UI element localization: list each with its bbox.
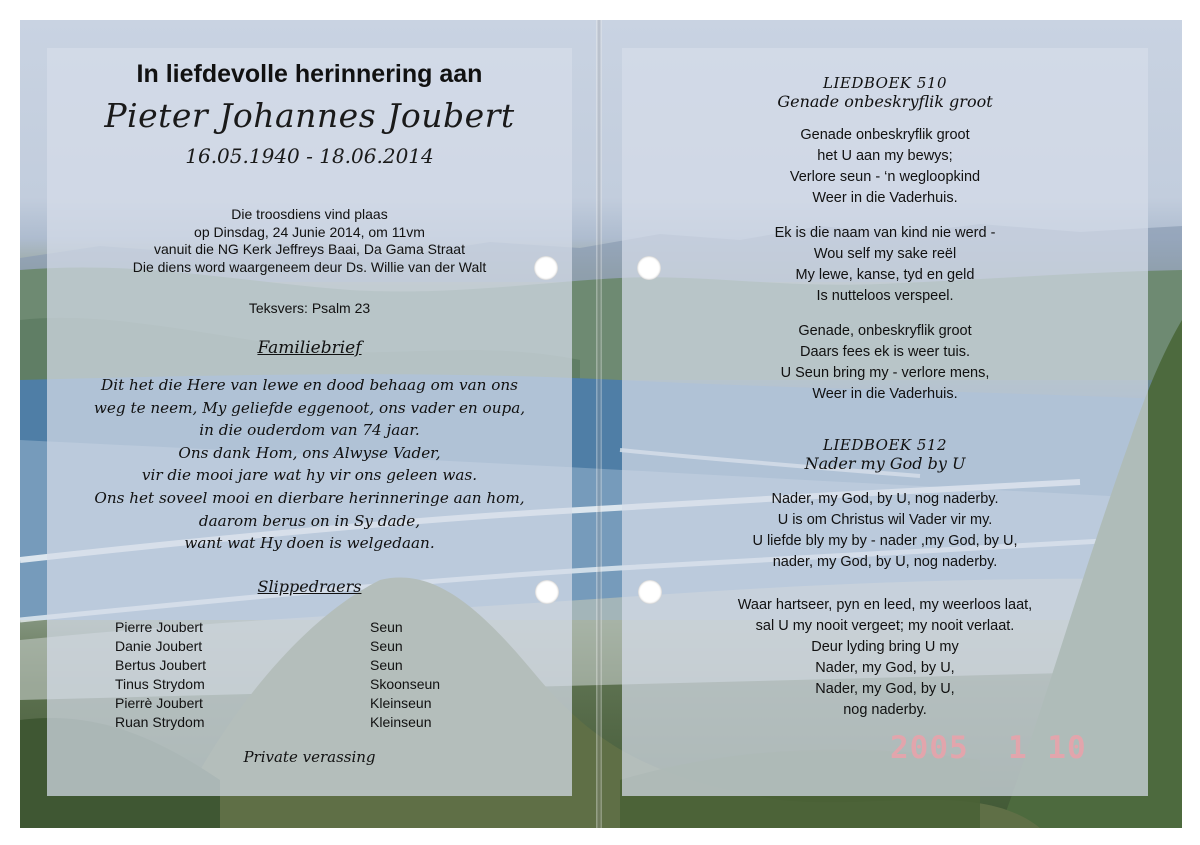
hymn-line: Nader, my God, by U, — [815, 681, 955, 697]
hymn-line: Ek is die naam van kind nie werd - — [774, 225, 996, 241]
pallbearer-relation: Seun — [370, 657, 403, 673]
text-verse: Teksvers: Psalm 23 — [248, 300, 371, 316]
service-details — [47, 206, 572, 276]
hymn-510 — [622, 74, 1148, 419]
life-dates: 16.05.1940 - 18.06.2014 — [185, 144, 434, 168]
family-letter-line: weg te neem, My geliefde eggenoot, ons vader en oupa, — [93, 398, 526, 417]
hymn-line: nog naderby. — [843, 702, 927, 718]
hymn-line: Nader, my God, by U, nog naderby. — [771, 491, 999, 507]
pallbearer-relation: Seun — [370, 619, 403, 635]
hymn-line: Waar hartseer, pyn en leed, my weerloos laat, — [737, 597, 1033, 613]
pallbearer-row — [115, 675, 515, 694]
pallbearer-row — [115, 637, 515, 656]
hymn-line: Is nutteloos verspeel. — [816, 288, 954, 304]
hymn-number: LIEDBOEK 512 — [822, 436, 947, 454]
pallbearer-name: Pierrè Joubert — [115, 695, 203, 711]
pallbearer-relation: Kleinseun — [370, 714, 432, 730]
hymn-line: Weer in die Vaderhuis. — [812, 386, 958, 402]
pallbearer-row — [115, 694, 515, 713]
hymn-line: U is om Christus wil Vader vir my. — [777, 512, 993, 528]
hymn-stanza — [622, 595, 1148, 721]
hymn-line: sal U my nooit vergeet; my nooit verlaat. — [755, 618, 1015, 634]
hymn-stanza — [622, 489, 1148, 573]
pallbearer-relation: Kleinseun — [370, 695, 432, 711]
pallbearers-heading: Slippedraers — [257, 577, 362, 596]
hymn-line: Wou self my sake reël — [813, 246, 957, 262]
card-fold-line — [596, 20, 602, 828]
pallbearer-name: Pierre Joubert — [115, 619, 203, 635]
pallbearer-row — [115, 713, 515, 732]
hymn-512 — [622, 436, 1148, 735]
hymn-line: Verlore seun - ‘n wegloopkind — [789, 169, 981, 185]
hymn-line: My lewe, kanse, tyd en geld — [795, 267, 975, 283]
family-letter-line: Ons het soveel mooi en dierbare herinneringe aan hom, — [94, 488, 525, 507]
pallbearer-relation: Seun — [370, 638, 403, 654]
hymn-line: U liefde bly my by - nader ,my God, by U, — [752, 533, 1018, 549]
deceased-name: Pieter Johannes Joubert — [104, 96, 515, 135]
pallbearer-name: Ruan Strydom — [115, 714, 205, 730]
hymn-stanza — [622, 223, 1148, 307]
family-letter-line: Dit het die Here van lewe en dood behaag om van ons — [101, 376, 518, 394]
hymn-line: Nader, my God, by U, — [815, 660, 955, 676]
pallbearers-list — [115, 618, 515, 732]
pallbearer-row — [115, 618, 515, 637]
family-letter-heading: Familiebrief — [257, 338, 362, 358]
service-line: vanuit die NG Kerk Jeffreys Baai, Da Gama Straat — [154, 241, 465, 257]
private-cremation-note: Private verassing — [243, 748, 376, 766]
family-letter-line: want wat Hy doen is welgedaan. — [184, 534, 435, 553]
service-line: op Dinsdag, 24 Junie 2014, om 11vm — [194, 223, 425, 240]
family-letter — [47, 374, 572, 555]
hymn-number: LIEDBOEK 510 — [822, 74, 947, 92]
hymn-line: Deur lyding bring U my — [811, 639, 959, 655]
hymn-line: Daars fees ek is weer tuis. — [799, 344, 971, 360]
hymn-title: Genade onbeskryflik groot — [777, 92, 993, 111]
hymn-stanza — [622, 125, 1148, 209]
memorial-header: In liefdevolle herinnering aan — [136, 60, 483, 88]
pallbearer-name: Bertus Joubert — [115, 657, 207, 673]
pallbearer-relation: Skoonseun — [370, 676, 441, 692]
hymn-line: Genade onbeskryflik groot — [800, 127, 970, 143]
hymn-stanza — [622, 321, 1148, 405]
pallbearer-name: Danie Joubert — [115, 638, 203, 654]
hymn-line: het U aan my bewys; — [817, 148, 953, 164]
family-letter-line: daarom berus on in Sy dade, — [198, 511, 421, 530]
hymn-line: Genade, onbeskryflik groot — [798, 323, 972, 339]
pallbearer-row — [115, 656, 515, 675]
photo-date-stamp: 2005 1 10 — [890, 730, 1087, 766]
family-letter-line: vir die mooi jare wat hy vir ons geleen was. — [141, 466, 478, 485]
service-line: Die diens word waargeneem deur Ds. Willie van der Walt — [132, 258, 487, 275]
service-line: Die troosdiens vind plaas — [231, 206, 388, 222]
family-letter-line: in die ouderdom van 74 jaar. — [199, 421, 420, 440]
hymn-line: nader, my God, by U, nog naderby. — [772, 554, 998, 570]
pallbearer-name: Tinus Strydom — [115, 676, 205, 692]
hymn-line: Weer in die Vaderhuis. — [812, 190, 958, 206]
hymn-title: Nader my God by U — [804, 454, 966, 473]
hymn-line: U Seun bring my - verlore mens, — [780, 365, 990, 381]
family-letter-line: Ons dank Hom, ons Alwyse Vader, — [178, 443, 441, 462]
